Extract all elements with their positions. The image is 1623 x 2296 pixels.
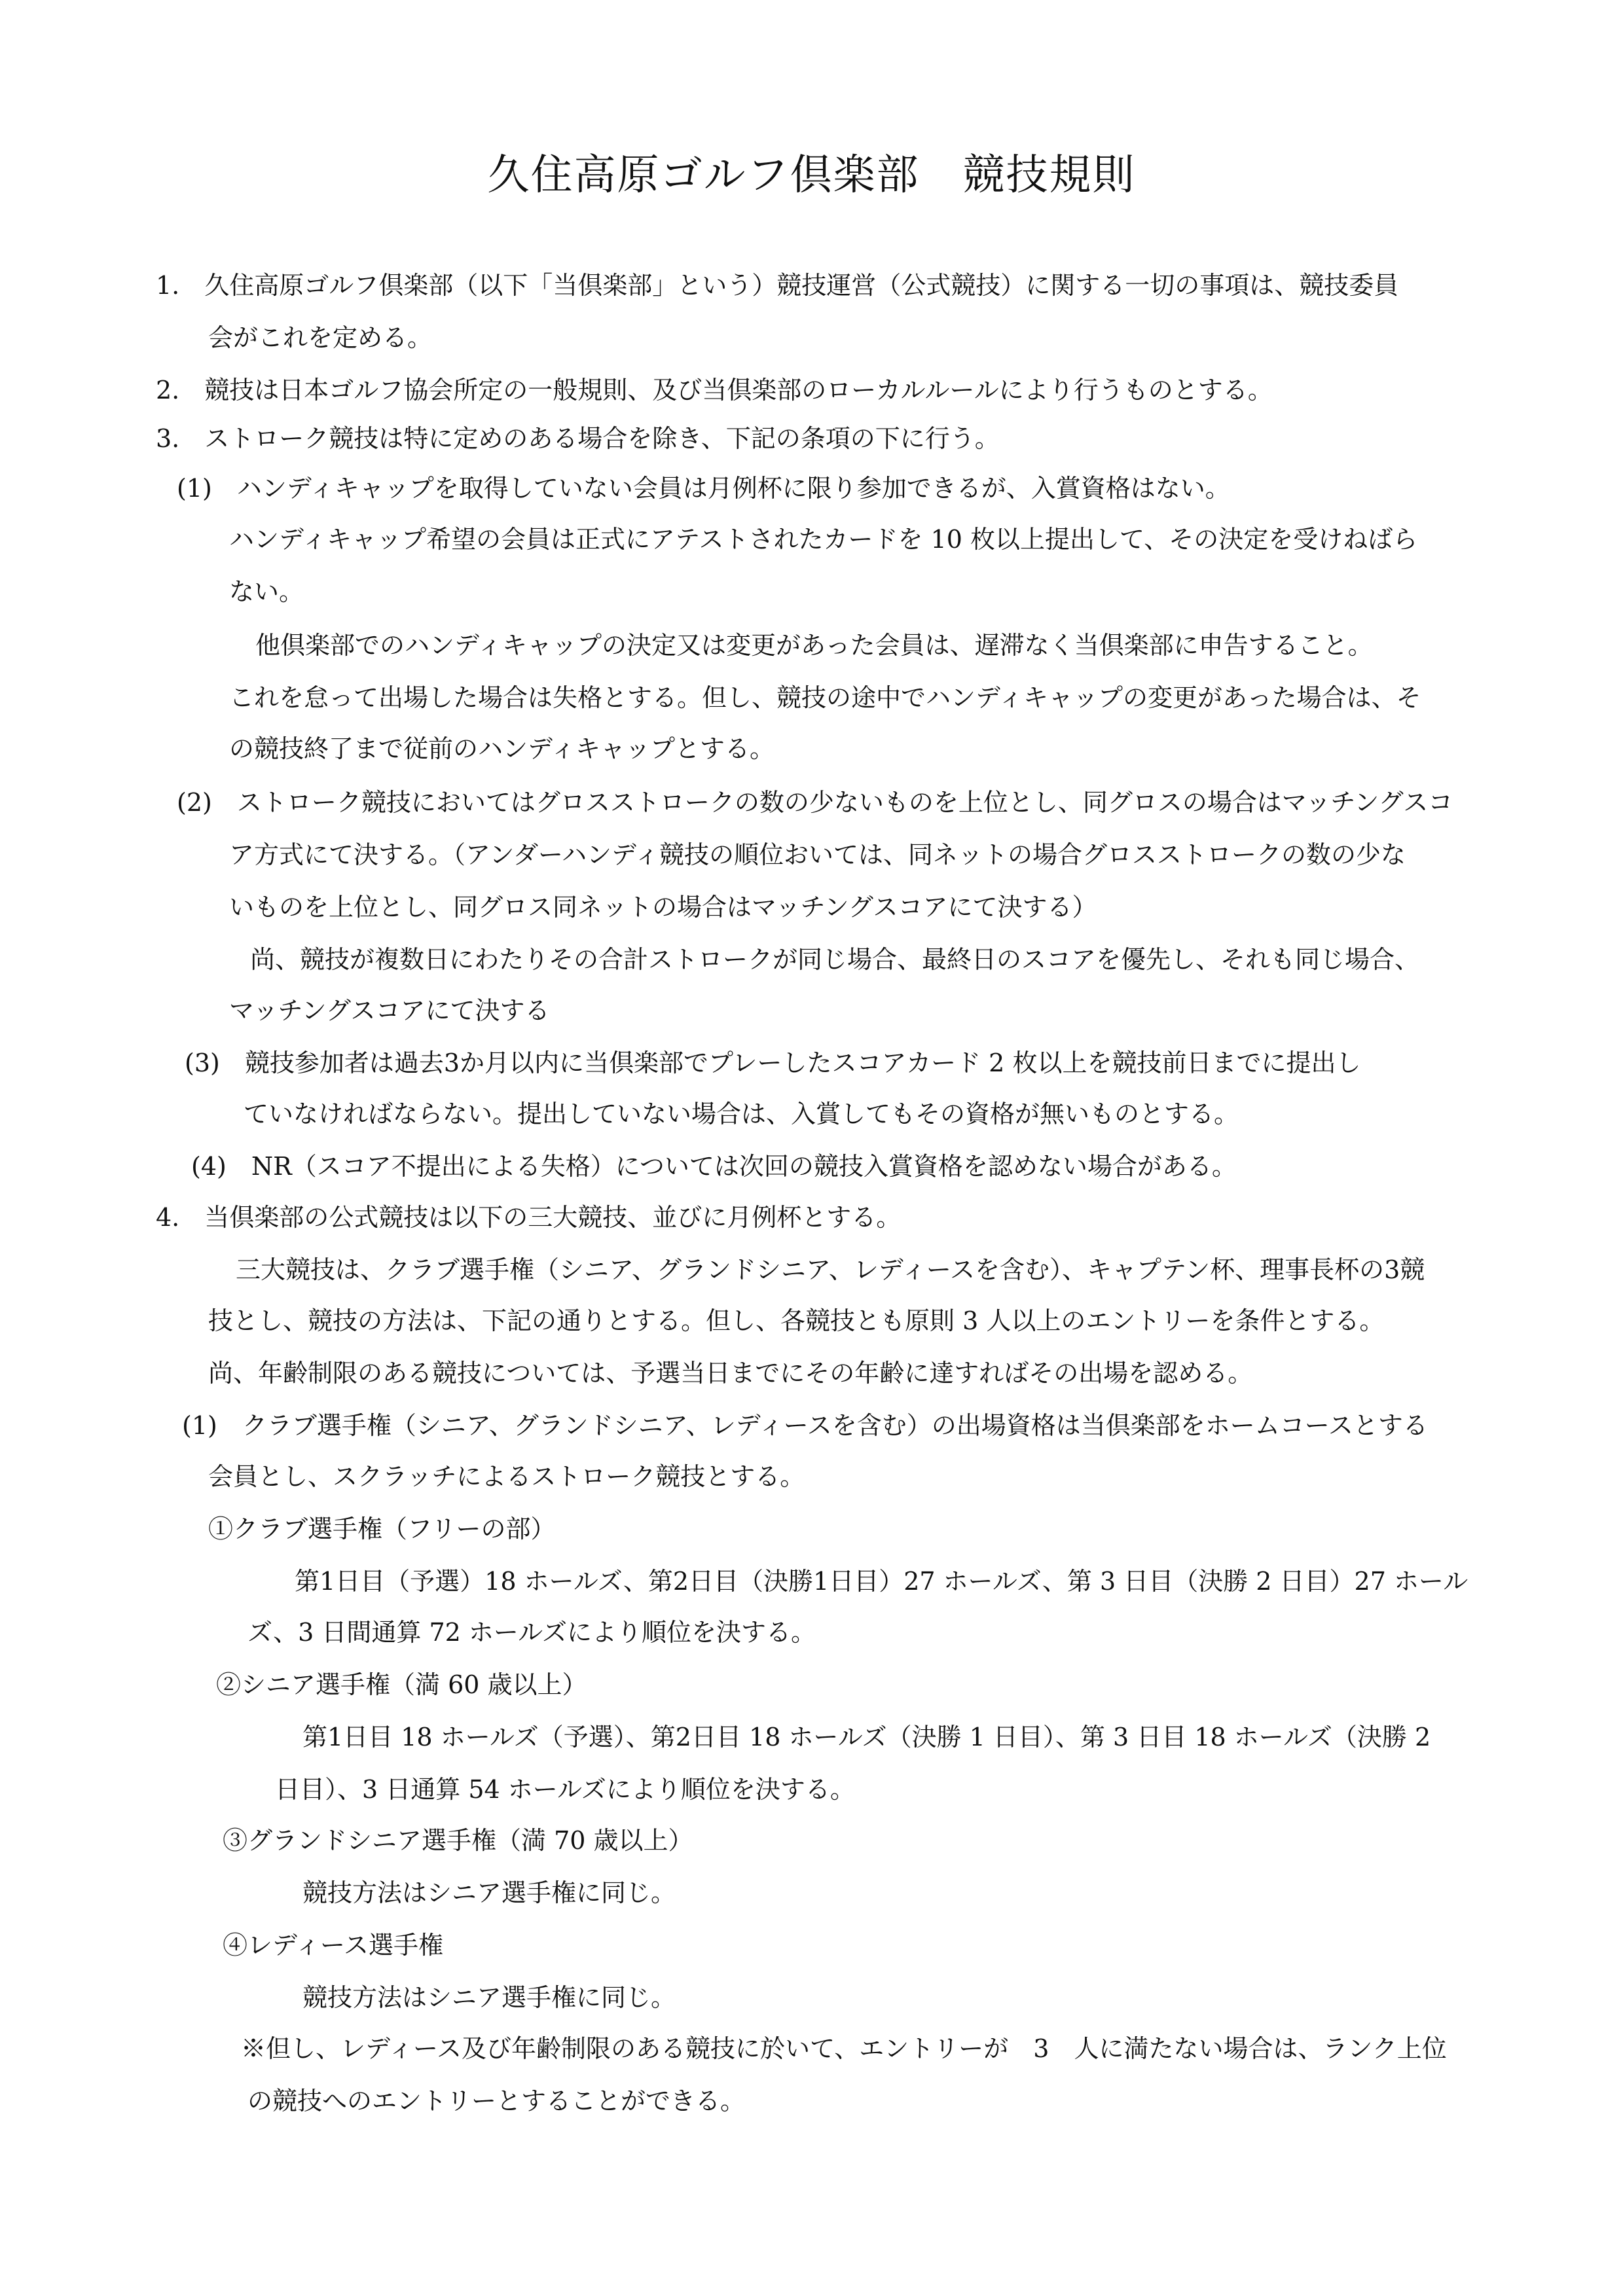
note-line-2: の競技へのエントリーとすることができる。 [247, 2087, 746, 2115]
senior-championship-line-1: 第1日目 18 ホールズ（予選）、第2日目 18 ホールズ（決勝 1 日目）、第 3 日目 18 ホールズ（決勝 2 [302, 1723, 1431, 1751]
rule-3-2-line-2: ア方式にて決する。（アンダーハンディ競技の順位おいては、同ネットの場合グロスストロークの数の少な [229, 840, 1406, 869]
rule-4-line-3: 技とし、競技の方法は、下記の通りとする。但し、各競技とも原則 3 人以上のエントリーを条件とする。 [208, 1306, 1385, 1335]
rule-3-1-line-5: これを怠って出場した場合は失格とする。但し、競技の途中でハンディキャップの変更があった場合は、そ [229, 683, 1421, 712]
rule-3-2-line-5: マッチングスコアにて決する [229, 996, 550, 1025]
rule-3-1-line-1: (1) ハンディキャップを取得していない会員は月例杯に限り参加できるが、入賞資格はない。 [177, 474, 1230, 503]
rule-2: 2. 競技は日本ゴルフ協会所定の一般規則、及び当倶楽部のローカルルールにより行うものとする。 [156, 376, 1273, 404]
grand-senior-championship-line-1: 競技方法はシニア選手権に同じ。 [302, 1878, 676, 1907]
rule-3-2-line-1: (2) ストローク競技においてはグロスストロークの数の少ないものを上位とし、同グロスの場合はマッチングスコ [177, 788, 1453, 817]
rule-3-4: (4) NR（スコア不提出による失格）については次回の競技入賞資格を認めない場合がある。 [191, 1152, 1237, 1181]
grand-senior-championship-heading: ③グランドシニア選手権（満 70 歳以上） [223, 1826, 693, 1855]
rule-3-1-line-4: 他倶楽部でのハンディキャップの決定又は変更があった会員は、遅滞なく当倶楽部に申告すること。 [255, 631, 1373, 660]
note-line-1: ※但し、レディース及び年齢制限のある競技に於いて、エントリーが 3 人に満たない場合は、ランク上位 [241, 2034, 1447, 2063]
rule-4: 4. 当倶楽部の公式競技は以下の三大競技、並びに月例杯とする。 [156, 1203, 902, 1232]
rule-3: 3. ストローク競技は特に定めのある場合を除き、下記の条項の下に行う。 [156, 424, 1000, 453]
rule-3-3-line-2: ていなければならない。提出していない場合は、入賞してもその資格が無いものとする。 [244, 1100, 1239, 1128]
rule-1-line-2: 会がこれを定める。 [208, 323, 433, 352]
ladies-championship-line-1: 競技方法はシニア選手権に同じ。 [302, 1983, 676, 2012]
rule-4-1-line-2: 会員とし、スクラッチによるストローク競技とする。 [208, 1462, 805, 1491]
rule-4-1-line-1: (1) クラブ選手権（シニア、グランドシニア、レディースを含む）の出場資格は当倶楽部をホームコースとする [182, 1411, 1428, 1440]
senior-championship-heading: ②シニア選手権（満 60 歳以上） [216, 1670, 587, 1699]
rule-3-2-line-4: 尚、競技が複数日にわたりその合計ストロークが同じ場合、最終日のスコアを優先し、それも同じ場合、 [250, 945, 1420, 974]
rule-3-3-line-1: (3) 競技参加者は過去3か月以内に当倶楽部でプレーしたスコアカード 2 枚以上を競技前日までに提出し [185, 1049, 1361, 1077]
club-championship-line-2: ズ、3 日間通算 72 ホールズにより順位を決する。 [247, 1618, 816, 1647]
rule-4-line-4: 尚、年齢制限のある競技については、予選当日までにその年齢に達すればその出場を認める。 [208, 1359, 1253, 1388]
rule-3-1-line-3: ない。 [229, 577, 304, 606]
senior-championship-line-2: 日目）、3 日通算 54 ホールズにより順位を決する。 [275, 1775, 855, 1804]
club-championship-heading: ①クラブ選手権（フリーの部） [208, 1515, 556, 1543]
document-title: 久住高原ゴルフ倶楽部 競技規則 [487, 151, 1136, 200]
rule-3-2-line-3: いものを上位とし、同グロス同ネットの場合はマッチングスコアにて決する） [229, 893, 1097, 922]
club-championship-line-1: 第1日目（予選）18 ホールズ、第2日目（決勝1日目）27 ホールズ、第 3 日目（決勝 2 日目）27 ホール [295, 1567, 1468, 1596]
rule-3-1-line-2: ハンディキャップ希望の会員は正式にアテストされたカードを 10 枚以上提出して、その決定を受けねばら [229, 525, 1418, 554]
rule-4-line-2: 三大競技は、クラブ選手権（シニア、グランドシニア、レディースを含む）、キャプテン杯、理事長杯の3競 [236, 1255, 1425, 1284]
rule-1-line-1: 1. 久住高原ゴルフ倶楽部（以下「当倶楽部」という）競技運営（公式競技）に関する一切の事項は、競技委員 [156, 271, 1399, 300]
rule-3-1-line-6: の競技終了まで従前のハンディキャップとする。 [229, 734, 775, 763]
ladies-championship-heading: ④レディース選手権 [223, 1931, 444, 1960]
